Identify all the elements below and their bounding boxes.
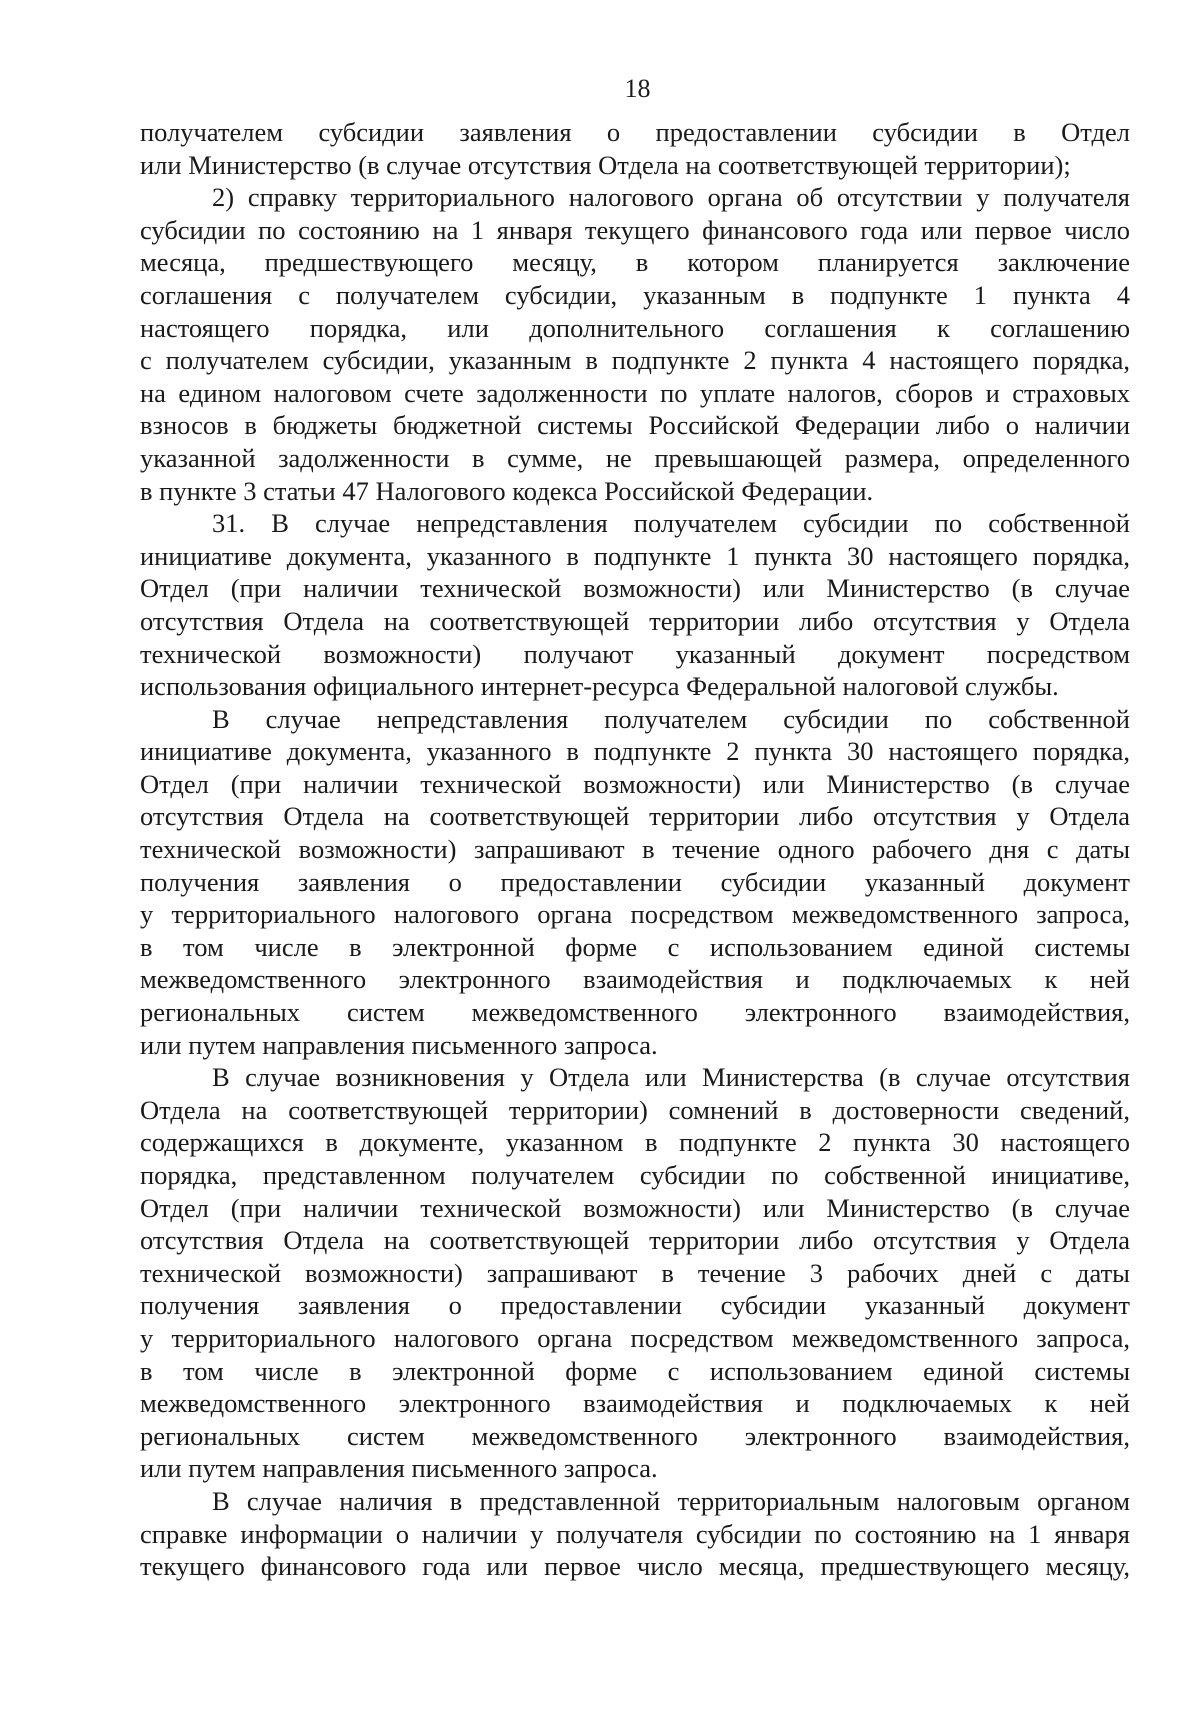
text-line: у территориального налогового органа посредством межведомственного запроса,	[140, 899, 1130, 930]
text-line: получения заявления о предоставлении субсидии указанный документ	[140, 1290, 1130, 1321]
text-line: или путем направления письменного запроса.	[140, 1453, 658, 1484]
text-line: Отдела на соответствующей территории) сомнений в достоверности сведений,	[140, 1094, 1130, 1125]
text-line: указанной задолженности в сумме, не превышающей размера, определенного	[140, 442, 1130, 473]
text-line: на едином налоговом счете задолженности по уплате налогов, сборов и страховых	[140, 377, 1130, 408]
text-line: инициативе документа, указанного в подпункте 1 пункта 30 настоящего порядка,	[140, 540, 1130, 571]
text-line: в том числе в электронной форме с использованием единой системы	[140, 1355, 1130, 1386]
text-line: региональных систем межведомственного электронного взаимодействия,	[140, 997, 1130, 1028]
text-line: или путем направления письменного запроса.	[140, 1029, 658, 1060]
text-line: настоящего порядка, или дополнительного соглашения к соглашению	[140, 312, 1130, 343]
text-line: текущего финансового года или первое число месяца, предшествующего месяцу,	[140, 1551, 1130, 1582]
text-line: В случае наличия в представленной территориальным налоговым органом	[212, 1485, 1130, 1516]
text-line: технической возможности) получают указанный документ посредством	[140, 638, 1130, 669]
document-body-text	[140, 116, 1130, 1583]
text-line: межведомственного электронного взаимодействия и подключаемых к ней	[140, 1388, 1130, 1419]
text-line: порядка, представленном получателем субсидии по собственной инициативе,	[140, 1160, 1130, 1190]
text-line: отсутствия Отдела на соответствующей территории либо отсутствия у Отдела	[140, 605, 1130, 636]
text-line: Отдел (при наличии технической возможности) или Министерство (в случае	[140, 573, 1130, 604]
text-line: 2) справку территориального налогового органа об отсутствии у получателя	[212, 182, 1130, 213]
page-number: 18	[624, 74, 651, 103]
text-line: технической возможности) запрашивают в течение одного рабочего дня с даты	[140, 834, 1130, 865]
text-line: отсутствия Отдела на соответствующей территории либо отсутствия у Отдела	[140, 801, 1130, 832]
text-line: получения заявления о предоставлении субсидии указанный документ	[140, 866, 1130, 897]
text-line: В случае возникновения у Отдела или Министерства (в случае отсутствия	[212, 1062, 1130, 1093]
text-line: отсутствия Отдела на соответствующей территории либо отсутствия у Отдела	[140, 1225, 1130, 1256]
text-line: соглашения с получателем субсидии, указанным в подпункте 1 пункта 4	[140, 279, 1130, 310]
text-line: использования официального интернет-ресурса Федеральной налоговой службы.	[140, 671, 1059, 702]
text-line: в пункте 3 статьи 47 Налогового кодекса Российской Федерации.	[140, 475, 874, 506]
text-line: справке информации о наличии у получателя субсидии по состоянию на 1 января	[140, 1518, 1130, 1549]
text-line: технической возможности) запрашивают в течение 3 рабочих дней с даты	[140, 1257, 1130, 1288]
text-line: получателем субсидии заявления о предоставлении субсидии в Отдел	[140, 117, 1130, 147]
text-line: в том числе в электронной форме с использованием единой системы	[140, 931, 1130, 962]
text-line: Отдел (при наличии технической возможности) или Министерство (в случае	[140, 768, 1130, 799]
text-line: межведомственного электронного взаимодействия и подключаемых к ней	[140, 964, 1130, 995]
text-line: взносов в бюджеты бюджетной системы Российской Федерации либо о наличии	[140, 410, 1130, 441]
text-line: инициативе документа, указанного в подпункте 2 пункта 30 настоящего порядка,	[140, 736, 1130, 767]
text-line: или Министерство (в случае отсутствия Отдела на соответствующей территории);	[140, 149, 1071, 180]
text-line: содержащихся в документе, указанном в подпункте 2 пункта 30 настоящего	[140, 1127, 1130, 1158]
text-line: у территориального налогового органа посредством межведомственного запроса,	[140, 1322, 1130, 1353]
text-line: субсидии по состоянию на 1 января текущего финансового года или первое число	[140, 214, 1130, 245]
text-line: месяца, предшествующего месяцу, в котором планируется заключение	[140, 247, 1130, 278]
text-line: В случае непредставления получателем субсидии по собственной	[212, 703, 1130, 734]
text-line: с получателем субсидии, указанным в подпункте 2 пункта 4 настоящего порядка,	[140, 345, 1130, 376]
text-line: 31. В случае непредставления получателем субсидии по собственной	[212, 508, 1130, 539]
text-line: региональных систем межведомственного электронного взаимодействия,	[140, 1420, 1130, 1451]
text-line: Отдел (при наличии технической возможности) или Министерство (в случае	[140, 1192, 1130, 1223]
